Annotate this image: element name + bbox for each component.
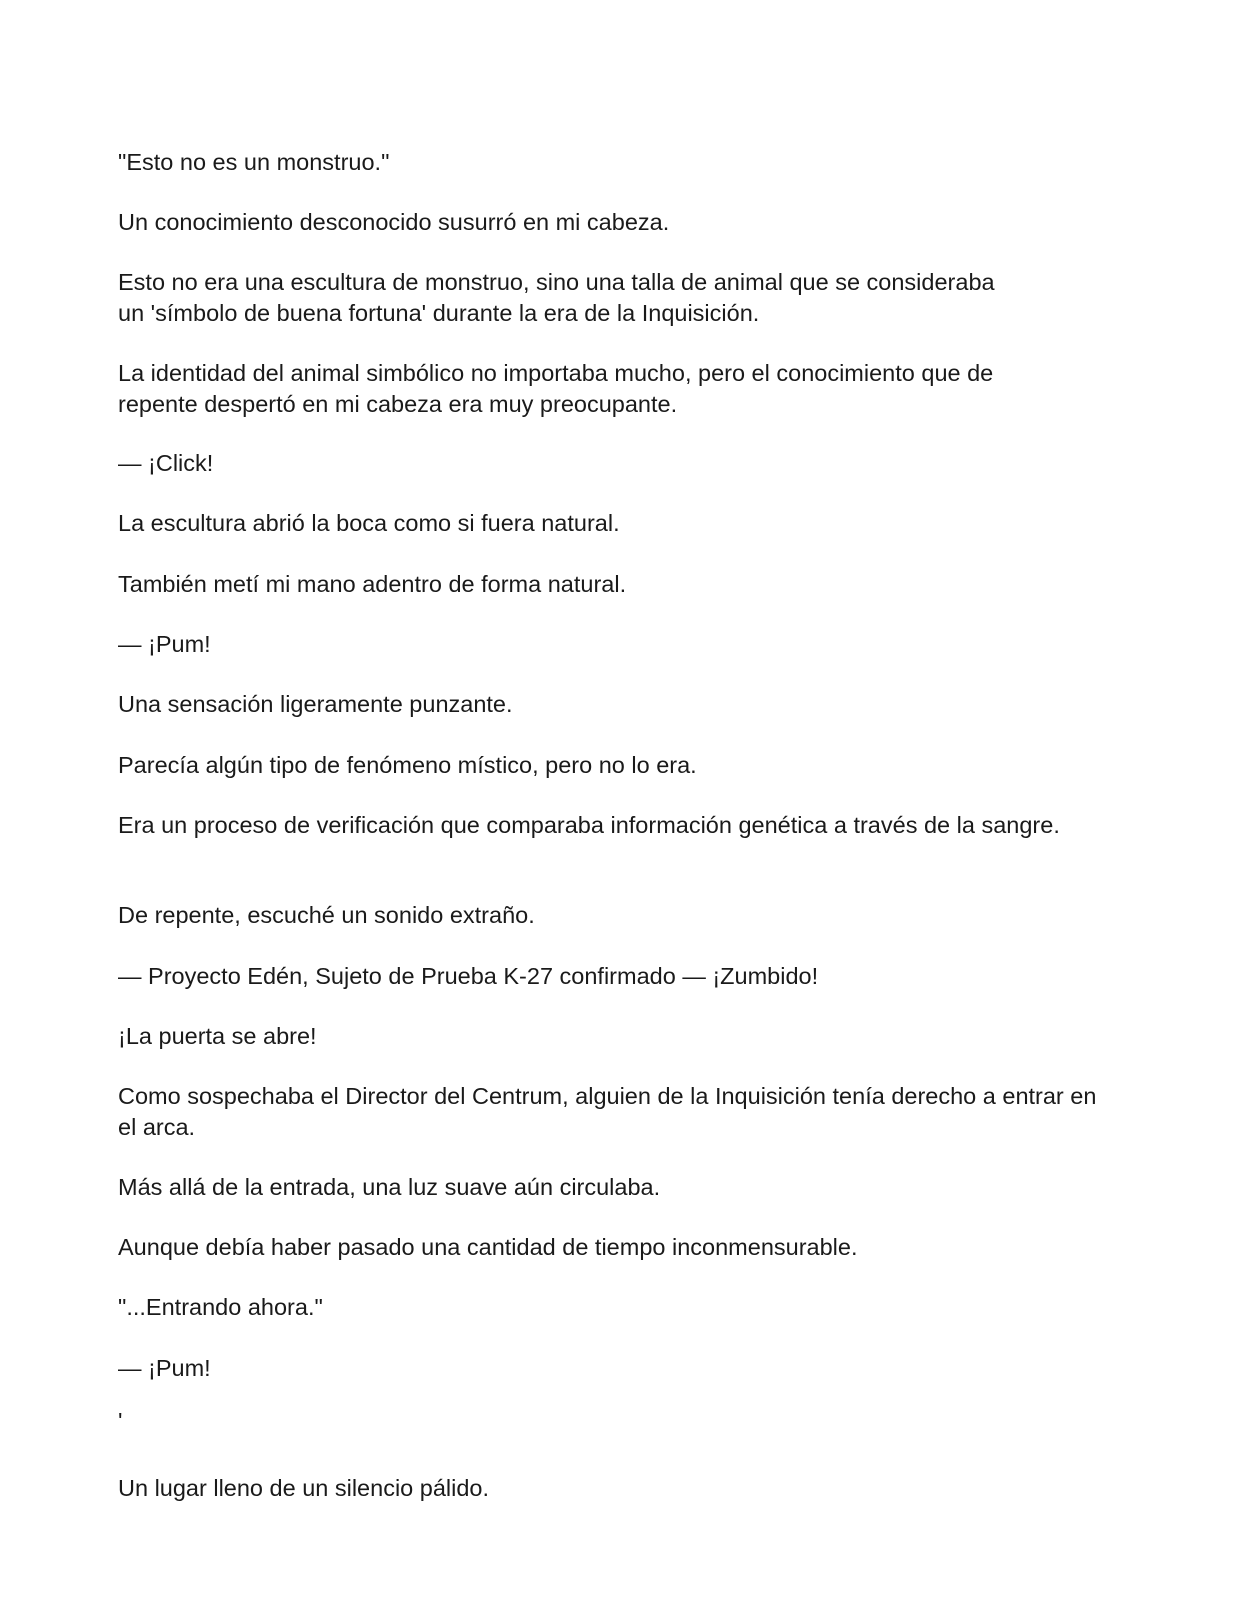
paragraph-7: También metí mi mano adentro de forma natural. <box>118 571 627 597</box>
paragraph-1: "Esto no es un monstruo." <box>118 149 390 175</box>
paragraph-11: Era un proceso de verificación que comparaba información genética a través de la sangre. <box>118 812 1060 838</box>
paragraph-14: ¡La puerta se abre! <box>118 1023 317 1049</box>
paragraph-6: La escultura abrió la boca como si fuera natural. <box>118 510 620 536</box>
paragraph-15: Como sospechaba el Director del Centrum, alguien de la Inquisición tenía derecho a entrar en el arca. <box>118 1083 1097 1140</box>
paragraph-4: La identidad del animal simbólico no importaba mucho, pero el conocimiento que de repente despertó en mi cabeza era muy preocupante. <box>118 360 994 417</box>
paragraph-5: — ¡Click! <box>118 450 214 476</box>
paragraph-2: Un conocimiento desconocido susurró en mi cabeza. <box>118 209 670 235</box>
paragraph-16: Más allá de la entrada, una luz suave aún circulaba. <box>118 1174 661 1200</box>
paragraph-20: ' <box>118 1408 123 1434</box>
paragraph-21: Un lugar lleno de un silencio pálido. <box>118 1475 490 1501</box>
paragraph-13: — Proyecto Edén, Sujeto de Prueba K-27 confirmado — ¡Zumbido! <box>118 963 819 989</box>
paragraph-17: Aunque debía haber pasado una cantidad de tiempo inconmensurable. <box>118 1234 858 1260</box>
paragraph-10: Parecía algún tipo de fenómeno místico, pero no lo era. <box>118 752 697 778</box>
paragraph-18: "...Entrando ahora." <box>118 1294 323 1320</box>
paragraph-8: — ¡Pum! <box>118 631 211 657</box>
paragraph-19: — ¡Pum! <box>118 1355 211 1381</box>
paragraph-3: Esto no era una escultura de monstruo, sino una talla de animal que se consideraba un 'símbolo de buena fortuna' durante la era de la Inquisición. <box>118 269 995 326</box>
paragraph-12: De repente, escuché un sonido extraño. <box>118 902 535 928</box>
paragraph-9: Una sensación ligeramente punzante. <box>118 691 513 717</box>
